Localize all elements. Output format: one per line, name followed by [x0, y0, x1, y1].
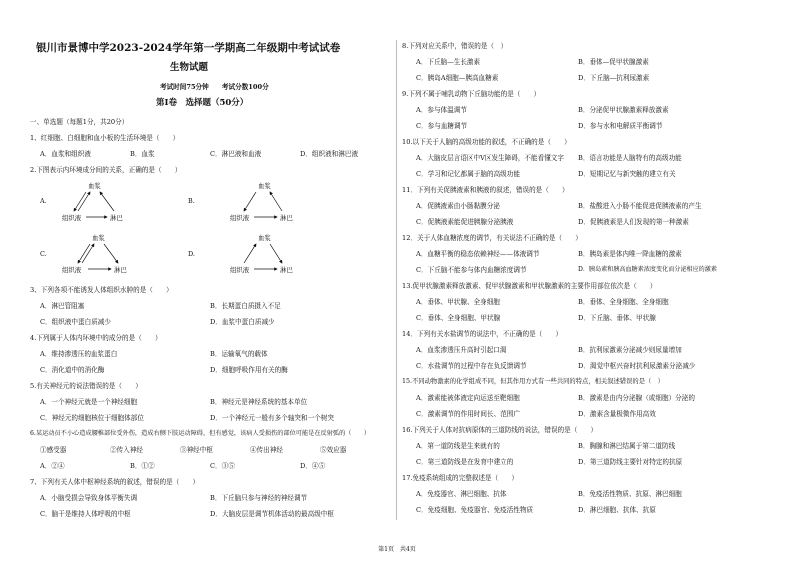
option-b: B．激素是由内分泌腺（或细胞）分泌的: [578, 394, 695, 402]
option-c: C．垂体、全身细胞、甲状腺: [416, 314, 501, 322]
diagram-letter: C.: [40, 250, 47, 258]
option-a: A．一个神经元就是一个神经细胞: [40, 398, 138, 406]
option-a: A．免疫器官、淋巴细胞、抗体: [416, 490, 507, 498]
diagram-d: [188, 233, 293, 274]
volume-title: 第Ⅰ卷 选择题（50分）: [156, 98, 249, 108]
column-divider: [396, 40, 397, 520]
label-lymph: 淋巴: [280, 214, 293, 222]
part-3: ③神经中枢: [180, 446, 213, 454]
option-d: D．④⑤: [300, 462, 326, 470]
question-stem: 8.下列对应关系中，错误的是（ ）: [402, 42, 508, 50]
option-a: A．小脑受损会导致身体平衡失调: [40, 494, 138, 502]
question-stem: 1、红细胞、白细胞和血小板的生活环境是（ ）: [30, 134, 180, 142]
option-c: C．激素调节的作用时间长、范围广: [416, 410, 520, 418]
option-b: B．下丘脑只参与神经的神经调节: [210, 494, 308, 502]
page-footer: 第1页 共4页: [378, 546, 416, 553]
option-c: C．神经元的细胞核位于细胞体部位: [40, 414, 144, 422]
option-b: B．神经元是神经系统的基本单位: [210, 398, 308, 406]
option-c: C．淋巴液和血液: [210, 150, 262, 158]
option-a: A．大脑皮层言语区中V区发生障碍，不能看懂文字: [416, 154, 564, 162]
option-b: B．语言功能是人脑特有的高级功能: [578, 154, 682, 162]
option-d: D．一个神经元一般有多个轴突和一个树突: [210, 414, 334, 422]
label-plasma: 血浆: [92, 234, 105, 242]
option-d: D．短期记忆与新突触的建立有关: [578, 170, 676, 178]
diagram-b: [188, 181, 293, 222]
option-a: A．激素能被体液定向运送至靶细胞: [416, 394, 520, 402]
label-tissue-fluid: 组织液: [62, 266, 82, 274]
option-b: B．血浆: [130, 150, 155, 158]
diagram-options: [30, 178, 390, 278]
label-lymph: 淋巴: [114, 266, 127, 274]
question-stem: 5.有关神经元的说法错误的是（ ）: [30, 382, 142, 390]
option-d: D．促胰液素是人们发现的第一种激素: [578, 218, 689, 226]
question-stem: 11．下列有关促胰液素和胰液的叙述，错误的是（ ）: [402, 186, 569, 194]
option-b: B．胸腺和淋巴结属于第二道防线: [578, 442, 676, 450]
part-2: ②传入神经: [110, 446, 143, 454]
option-d: D．渴觉中枢兴奋时抗利尿激素分泌减少: [578, 362, 696, 370]
option-c: C．水盐调节的过程中存在负反馈调节: [416, 362, 527, 370]
option-b: B．胰岛素是体内唯一降血糖的激素: [578, 250, 682, 258]
option-a: A．促胰液素由小肠黏膜分泌: [416, 202, 500, 210]
option-d: D．细胞呼吸作用有关的酶: [210, 366, 288, 374]
option-b: B．抗利尿激素分泌减少则尿量增加: [578, 346, 682, 354]
diagram-c: [40, 233, 127, 274]
question-stem: 12．关于人体血糖浓度的调节，有关说法不正确的是（ ）: [402, 234, 582, 242]
option-a: A．血浆和组织液: [40, 150, 91, 158]
option-b: B．垂体—促甲状腺激素: [578, 58, 649, 66]
option-d: D．第三道防线主要针对特定的抗原: [578, 458, 683, 466]
option-a: A．血糖平衡的稳态依赖神经——体液调节: [416, 250, 540, 258]
option-c: C．免疫细胞、免疫器官、免疫活性物质: [416, 506, 534, 514]
option-b: B．盐酸进入小肠不能促进促胰液素的产生: [578, 202, 702, 210]
option-c: C．组织液中蛋白质减少: [40, 318, 111, 326]
option-b: B．分泌促甲状腺激素释放激素: [578, 106, 669, 114]
option-c: C．学习和记忆都属于脑的高级功能: [416, 170, 520, 178]
option-a: A．维持渗透压的血浆蛋白: [40, 350, 118, 358]
option-d: D．组织液和淋巴液: [300, 150, 359, 158]
option-d: D．下丘脑—抗利尿激素: [578, 74, 650, 82]
option-a: A．下丘脑—生长激素: [416, 58, 481, 66]
label-tissue-fluid: 组织液: [230, 214, 250, 222]
option-a: A．垂体、甲状腺、全身细胞: [416, 298, 500, 306]
option-c: C．促胰液素能促进胰腺分泌胰液: [416, 218, 514, 226]
part-4: ④传出神经: [250, 446, 283, 454]
option-c: C．脑干是维持人体呼吸的中枢: [40, 510, 131, 518]
option-b: B．垂体、全身细胞、全身细胞: [578, 298, 669, 306]
option-d: D．激素含量极微作用高效: [578, 410, 656, 418]
section-heading: 一、单选题（每题1分，共20分）: [30, 118, 129, 126]
label-plasma: 血浆: [258, 234, 271, 242]
option-a: A．参与体温调节: [416, 106, 467, 114]
label-lymph: 淋巴: [110, 214, 123, 222]
subject-title: 生物试题: [170, 62, 209, 73]
option-d: D．血浆中蛋白质减少: [210, 318, 275, 326]
label-plasma: 血浆: [258, 182, 271, 190]
option-b: B．①②: [130, 462, 155, 470]
question-stem: 10.以下关于人脑的高级功能的叙述，不正确的是（ ）: [402, 138, 571, 146]
question-stem: 2.下图表示内环境成分间的关系，正确的是（ ）: [30, 166, 182, 174]
diagram-letter: D.: [188, 250, 195, 258]
label-plasma: 血浆: [88, 182, 101, 190]
option-d: D．下丘脑、垂体、甲状腺: [578, 314, 656, 322]
part-1: ①感受器: [40, 446, 67, 454]
option-b: B．免疫活性物质、抗原、淋巴细胞: [578, 490, 682, 498]
option-a: A．血浆渗透压升高时引起口渴: [416, 346, 507, 354]
option-c: C．③⑤: [210, 462, 235, 470]
question-stem: 13.促甲状腺激素释放激素、促甲状腺激素和甲状腺激素的主要作用部位依次是（ ）: [402, 282, 657, 290]
label-tissue-fluid: 组织液: [230, 266, 250, 274]
part-5: ⑤效应器: [320, 446, 347, 454]
option-c: C．下丘脑不能参与体内血糖浓度调节: [416, 266, 527, 274]
diagram-letter: B.: [188, 197, 195, 205]
option-d: D．参与水和电解质平衡调节: [578, 122, 663, 130]
option-d: D．淋巴细胞、抗体、抗原: [578, 506, 656, 514]
label-tissue-fluid: 组织液: [62, 214, 82, 222]
diagram-letter: A.: [40, 197, 47, 205]
question-stem: 3、下列各项不能诱发人体组织水肿的是（ ）: [30, 286, 173, 294]
question-stem: 9.下列不属于哺乳动物下丘脑功能的是（ ）: [402, 90, 541, 98]
option-c: C．第三道防线是在发育中建立的: [416, 458, 514, 466]
option-a: A．②④: [40, 462, 65, 470]
exam-title: 银川市景博中学2023-2024学年第一学期高二年级期中考试试卷: [36, 42, 341, 54]
option-b: B．运输氧气的载体: [210, 350, 268, 358]
option-a: A．第一道防线是生来就有的: [416, 442, 500, 450]
option-d: D．大脑皮层是调节机体活动的最高级中枢: [210, 510, 334, 518]
option-c: C．消化道中的消化酶: [40, 366, 105, 374]
question-stem: 15.不同动物激素的化学组成不同，但其作用方式有一些共同的特点，相关叙述错误的是（ ）: [402, 378, 664, 385]
question-stem: 4.下列属于人体内环境中的成分的是（ ）: [30, 334, 162, 342]
option-c: C．参与血糖调节: [416, 122, 468, 130]
option-a: A．淋巴管阻塞: [40, 302, 85, 310]
question-stem: 17.免疫系统组成的完整叙述是（ ）: [402, 474, 518, 482]
question-stem: 7、下列有关人体中枢神经系统的叙述，错误的是（ ）: [30, 478, 200, 486]
label-lymph: 淋巴: [280, 266, 293, 274]
option-d: D．胰岛素和胰高血糖素浓度变化而分泌相应的激素: [578, 266, 717, 273]
question-stem: 14．下列有关水盐调节的说法中，不正确的是（ ）: [402, 330, 563, 338]
option-b: B．长期蛋白质摄入不足: [210, 302, 281, 310]
question-stem: 6.某运动员不小心造成腰椎部位受外伤，造成右侧下肢运动障碍，但有感觉，该病人受损伤的部位可能是在反射弧的（ ）: [30, 430, 371, 437]
option-c: C．胰岛A细胞—胰高血糖素: [416, 74, 499, 82]
diagram-a: [39, 181, 123, 222]
question-stem: 16.下列关于人体对抗病原体的三道防线的说法，错误的是（ ）: [402, 426, 598, 434]
exam-info: 考试时间75分钟 考试分数100分: [160, 83, 269, 91]
